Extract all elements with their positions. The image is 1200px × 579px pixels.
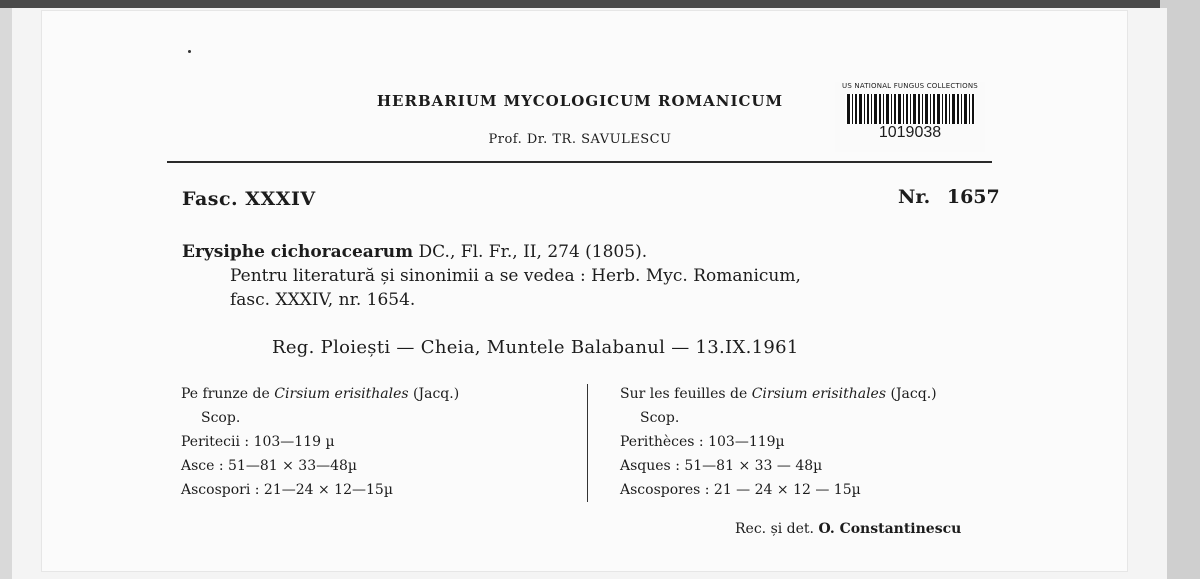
french-scop: Scop. xyxy=(640,410,680,426)
herbarium-subtitle: Prof. Dr. TR. SAVULESCU xyxy=(488,132,672,147)
determiner-name: O. Constantinescu xyxy=(818,521,962,537)
french-perithecia: Perithèces : 103—119µ xyxy=(620,434,785,450)
literature-line-2: fasc. XXXIV, nr. 1654. xyxy=(230,290,416,310)
barcode-caption: US NATIONAL FUNGUS COLLECTIONS xyxy=(842,82,978,90)
romanian-host-line: Pe frunze de Cirsium erisithales (Jacq.) xyxy=(181,386,460,402)
fascicle-label: Fasc. XXXIV xyxy=(182,188,316,210)
literature-line-1: Pentru literatură și sinonimii a se vedea : Herb. Myc. Romanicum, xyxy=(230,266,801,286)
barcode-number: 1019038 xyxy=(878,124,942,141)
french-description xyxy=(620,382,937,502)
paper-speck xyxy=(188,50,191,53)
french-spores: Ascospores : 21 — 24 × 12 — 15µ xyxy=(620,482,861,498)
romanian-scop: Scop. xyxy=(201,410,241,426)
species-citation: DC., Fl. Fr., II, 274 (1805). xyxy=(413,242,648,262)
species-line xyxy=(182,242,647,262)
romanian-asci: Asce : 51—81 × 33—48µ xyxy=(181,458,358,474)
determination-line: Rec. și det. O. Constantinescu xyxy=(735,521,962,537)
french-asci: Asques : 51—81 × 33 — 48µ xyxy=(620,458,823,474)
barcode-label xyxy=(835,82,985,152)
french-host-name: Cirsium erisithales xyxy=(751,386,887,402)
romanian-host-name: Cirsium erisithales xyxy=(274,386,409,402)
romanian-perithecia: Peritecii : 103—119 µ xyxy=(181,434,335,450)
species-name: Erysiphe cichoracearum xyxy=(182,242,414,262)
header-divider xyxy=(167,161,992,163)
specimen-number: Nr. 1657 xyxy=(898,186,1000,208)
romanian-spores: Ascospori : 21—24 × 12—15µ xyxy=(181,482,393,498)
collection-locality: Reg. Ploiești — Cheia, Muntele Balabanul — 13.IX.1961 xyxy=(272,337,799,358)
background-top-edge xyxy=(0,0,1200,8)
romanian-description xyxy=(181,382,459,502)
french-host-line: Sur les feuilles de Cirsium erisithales (Jacq.) xyxy=(620,386,937,402)
herbarium-title: HERBARIUM MYCOLOGICUM ROMANICUM xyxy=(376,92,784,110)
barcode-icon xyxy=(845,94,975,124)
column-divider xyxy=(587,384,588,502)
